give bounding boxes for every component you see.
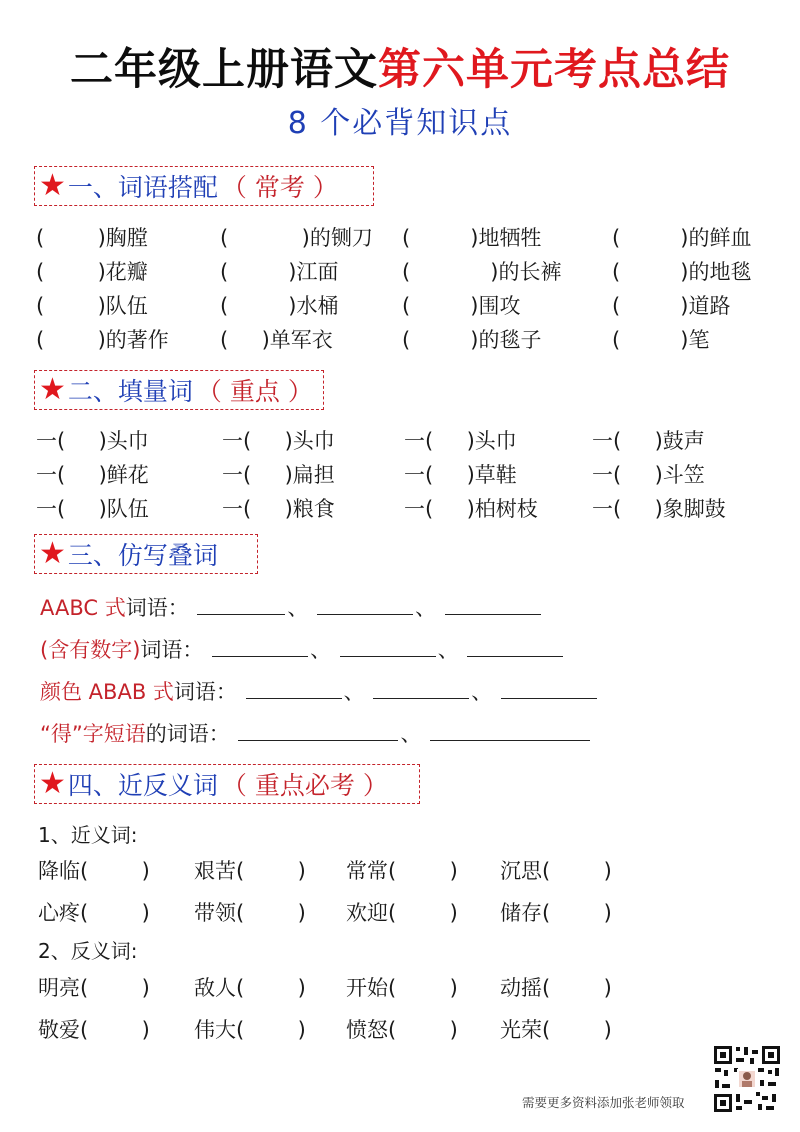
exercise-item[interactable]: 带领( ) [194,901,306,925]
exercise-item[interactable]: 一( )斗笠 [592,463,705,487]
exercise-item[interactable]: 开始( ) [346,976,458,1000]
exercise-item[interactable]: 一( )头巾 [36,429,149,453]
section-2-tag: （ 重点 ） [196,377,313,406]
measure-word-row [0,425,800,457]
exercise-item[interactable]: ( )的著作 [36,328,169,352]
collocation-row [0,290,800,322]
measure-word-row [0,493,800,525]
answer-blank[interactable] [340,634,436,657]
exercise-item[interactable]: 敌人( ) [194,976,306,1000]
antonym-row [0,972,800,1004]
exercise-item[interactable]: ( )地牺牲 [402,226,542,250]
answer-blank[interactable] [373,676,469,699]
section-4-tag: （ 重点必考 ） [221,771,388,800]
antonym-row [0,1014,800,1046]
exercise-item[interactable]: 一( )头巾 [404,429,517,453]
collocation-row [0,222,800,254]
footer-note: 需要更多资料添加张老师领取 [522,1095,685,1110]
collocation-row [0,256,800,288]
exercise-item[interactable]: ( )的铡刀 [220,226,373,250]
section-1-label: 一、词语搭配 [67,173,218,202]
exercise-item[interactable]: 常常( ) [346,859,458,883]
exercise-item[interactable]: 一( )草鞋 [404,463,517,487]
answer-blank[interactable] [445,592,541,615]
exercise-item[interactable]: ( )道路 [612,294,731,318]
exercise-item[interactable]: ( )的长裤 [402,260,562,284]
exercise-item[interactable]: 伟大( ) [194,1018,306,1042]
synonym-row [0,855,800,887]
exercise-item[interactable]: ( )单军衣 [220,328,333,352]
answer-blank[interactable] [467,634,563,657]
answer-blank[interactable] [501,676,597,699]
exercise-item[interactable]: ( )队伍 [36,294,148,318]
exercise-item[interactable]: 一( )鼓声 [592,429,705,453]
exercise-item[interactable]: 一( )柏树枝 [404,497,538,521]
measure-word-row [0,459,800,491]
exercise-item[interactable]: 沉思( ) [500,859,612,883]
section-3-label: 三、仿写叠词 [67,541,218,570]
answer-blank[interactable] [212,634,308,657]
section-4-header [34,764,420,804]
exercise-item[interactable]: 一( )队伍 [36,497,149,521]
exercise-item[interactable]: 明亮( ) [38,976,150,1000]
exercise-item[interactable]: 一( )扁担 [222,463,335,487]
star-icon: ★ [39,372,66,407]
exercise-item[interactable]: 艰苦( ) [194,859,306,883]
section-4-label: 四、近反义词 [67,771,218,800]
qr-code-icon [712,1044,782,1114]
answer-blank[interactable] [238,718,398,741]
exercise-item[interactable]: ( )笔 [612,328,710,352]
answer-blank[interactable] [197,592,285,615]
exercise-item[interactable]: ( )江面 [220,260,339,284]
exercise-item[interactable]: 一( )粮食 [222,497,335,521]
exercise-item[interactable]: 一( )头巾 [222,429,335,453]
exercise-item[interactable]: 动摇( ) [500,976,612,1000]
section-2-label: 二、填量词 [67,377,193,406]
title-unit: 第六单元考点总结 [378,45,730,95]
star-icon: ★ [39,766,66,801]
exercise-item[interactable]: 心疼( ) [38,901,150,925]
collocation-row [0,324,800,356]
synonym-title: 1、近义词: [38,823,138,847]
exercise-item[interactable]: 欢迎( ) [346,901,458,925]
answer-blank[interactable] [430,718,590,741]
exercise-item[interactable]: 光荣( ) [500,1018,612,1042]
exercise-item[interactable]: 愤怒( ) [346,1018,458,1042]
fill-line-aabc: AABC 式词语： 、 、 [40,592,543,624]
title-grade: 二年级上册语文 [70,45,378,95]
page-title [0,42,800,98]
fill-line-number: (含有数字)词语： 、 、 [40,634,565,666]
exercise-item[interactable]: ( )水桶 [220,294,339,318]
section-2-header [34,370,324,410]
fill-line-color: 颜色 ABAB 式词语： 、 、 [40,676,599,708]
star-icon: ★ [39,536,66,571]
star-icon: ★ [39,168,66,203]
section-1-header [34,166,374,206]
antonym-title: 2、反义词: [38,939,138,963]
exercise-item[interactable]: 一( )鲜花 [36,463,149,487]
exercise-item[interactable]: 降临( ) [38,859,150,883]
exercise-item[interactable]: 储存( ) [500,901,612,925]
exercise-item[interactable]: 敬爱( ) [38,1018,150,1042]
exercise-item[interactable]: ( )围攻 [402,294,521,318]
exercise-item[interactable]: ( )的鲜血 [612,226,752,250]
section-3-header [34,534,258,574]
section-1-tag: （ 常考 ） [221,173,338,202]
synonym-row [0,897,800,929]
answer-blank[interactable] [246,676,342,699]
page-subtitle: 8 个必背知识点 [287,106,513,141]
exercise-item[interactable]: ( )胸膛 [36,226,148,250]
exercise-item[interactable]: 一( )象脚鼓 [592,497,726,521]
answer-blank[interactable] [317,592,413,615]
exercise-item[interactable]: ( )的毯子 [402,328,542,352]
exercise-item[interactable]: ( )的地毯 [612,260,752,284]
exercise-item[interactable]: ( )花瓣 [36,260,148,284]
fill-line-de: “得”字短语的词语： 、 [40,718,592,750]
